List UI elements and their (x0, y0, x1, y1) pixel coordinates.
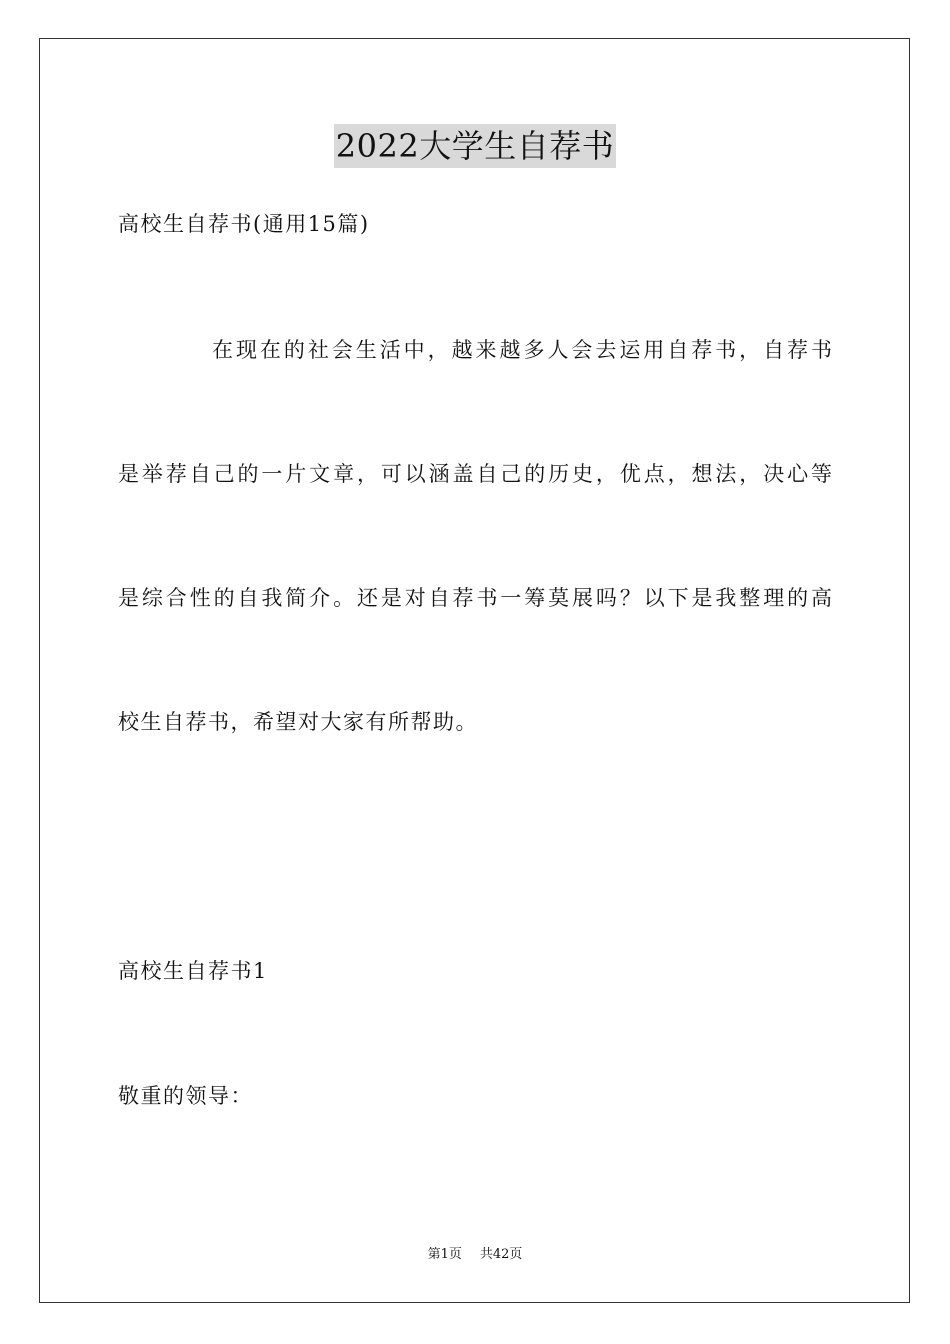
page-footer (0, 1246, 950, 1264)
intro-paragraph-line-2: 是举荐自己的一片文章，可以涵盖自己的历史，优点，想法，决心等 (118, 462, 832, 486)
salutation: 敬重的领导： (118, 1084, 253, 1108)
document-subtitle: 高校生自荐书(通用15篇) (118, 212, 370, 236)
document-title: 2022大学生自荐书 (334, 124, 616, 168)
intro-paragraph-line-1: 在现在的社会生活中，越来越多人会去运用自荐书，自荐书 (212, 338, 832, 362)
page-number: 第1页 (427, 1247, 462, 1262)
intro-paragraph-line-3: 是综合性的自我简介。还是对自荐书一筹莫展吗？以下是我整理的高 (118, 586, 832, 610)
title-container (0, 124, 950, 168)
intro-paragraph-line-4: 校生自荐书，希望对大家有所帮助。 (118, 710, 478, 734)
page-total: 共42页 (479, 1247, 523, 1262)
section-heading: 高校生自荐书1 (118, 959, 268, 983)
